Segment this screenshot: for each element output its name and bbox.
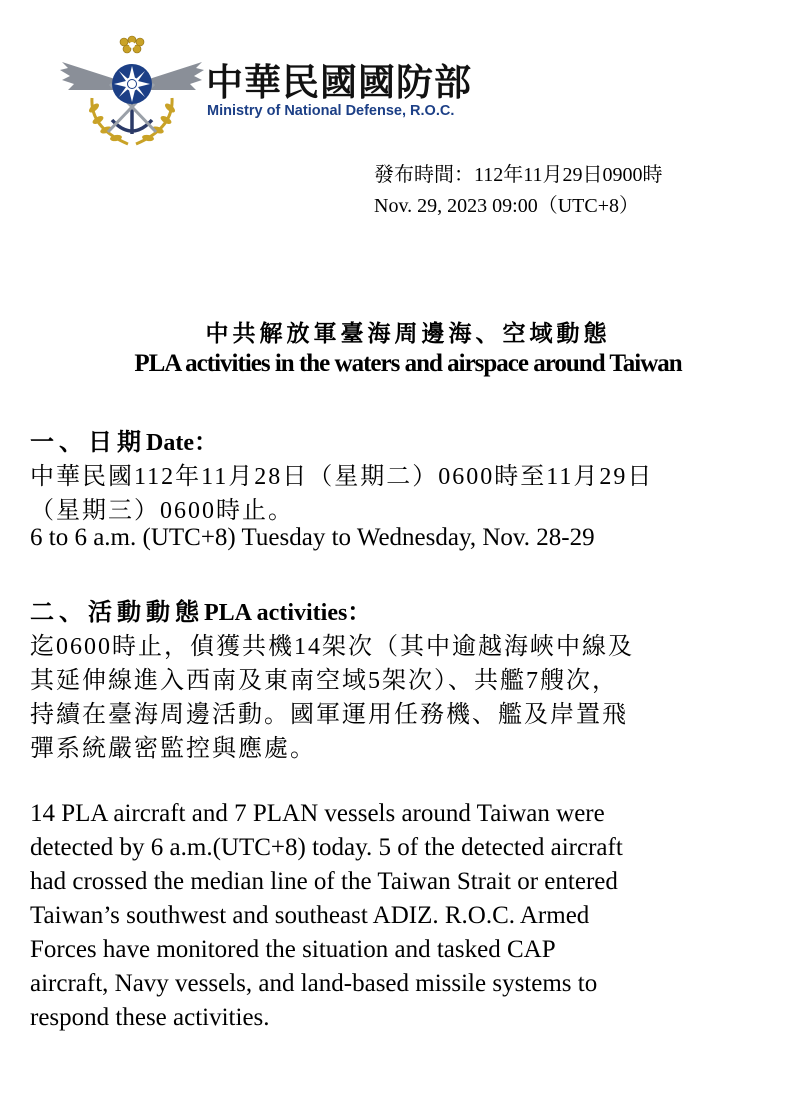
org-name-en: Ministry of National Defense, R.O.C. — [207, 103, 455, 119]
activity-en-line: Taiwan’s southwest and southeast ADIZ. R.O.C. Armed — [30, 902, 590, 929]
org-name-zh: 中華民國國防部 — [206, 61, 472, 104]
activity-heading-en: PLA activities： — [204, 600, 372, 626]
activity-en-line: Forces have monitored the situation and tasked CAP — [30, 936, 556, 963]
activity-heading-zh: 二、活動動態 — [30, 600, 204, 626]
date-heading-en: Date： — [146, 430, 218, 456]
date-section-heading — [30, 422, 218, 457]
date-line-1: 中華民國112年11月28日（星期二）0600時至11月29日 — [30, 464, 654, 490]
page-title-zh: 中共解放軍臺海周邊海、空域動態 — [205, 321, 611, 346]
activity-zh-line: 其延伸線進入西南及東南空域5架次）、共艦7艘次， — [30, 668, 618, 694]
activity-en-line: 14 PLA aircraft and 7 PLAN vessels around Taiwan were — [30, 800, 605, 827]
activity-en-line: aircraft, Navy vessels, and land-based missile systems to — [30, 970, 598, 997]
release-time-en: Nov. 29, 2023 09:00（UTC+8） — [374, 195, 639, 217]
activity-zh-line: 迄0600時止，偵獲共機14架次（其中逾越海峽中線及 — [30, 634, 634, 660]
activity-zh-line: 彈系統嚴密監控與應處。 — [30, 736, 316, 762]
mnd-emblem-icon — [58, 28, 206, 150]
activity-section-heading — [30, 592, 371, 627]
activity-zh-line: 持續在臺海周邊活動。國軍運用任務機、艦及岸置飛 — [30, 702, 628, 728]
date-line-2: （星期三）0600時止。 — [30, 498, 294, 524]
date-heading-zh: 一、日期 — [30, 430, 146, 456]
page-title-en: PLA activities in the waters and airspace around Taiwan — [134, 350, 682, 377]
release-time-zh: 發布時間：112年11月29日0900時 — [374, 164, 663, 186]
date-line-3: 6 to 6 a.m. (UTC+8) Tuesday to Wednesday, Nov. 28-29 — [30, 524, 595, 551]
activity-en-line: respond these activities. — [30, 1004, 270, 1031]
activity-en-line: detected by 6 a.m.(UTC+8) today. 5 of the detected aircraft — [30, 834, 623, 861]
activity-en-line: had crossed the median line of the Taiwan Strait or entered — [30, 868, 618, 895]
